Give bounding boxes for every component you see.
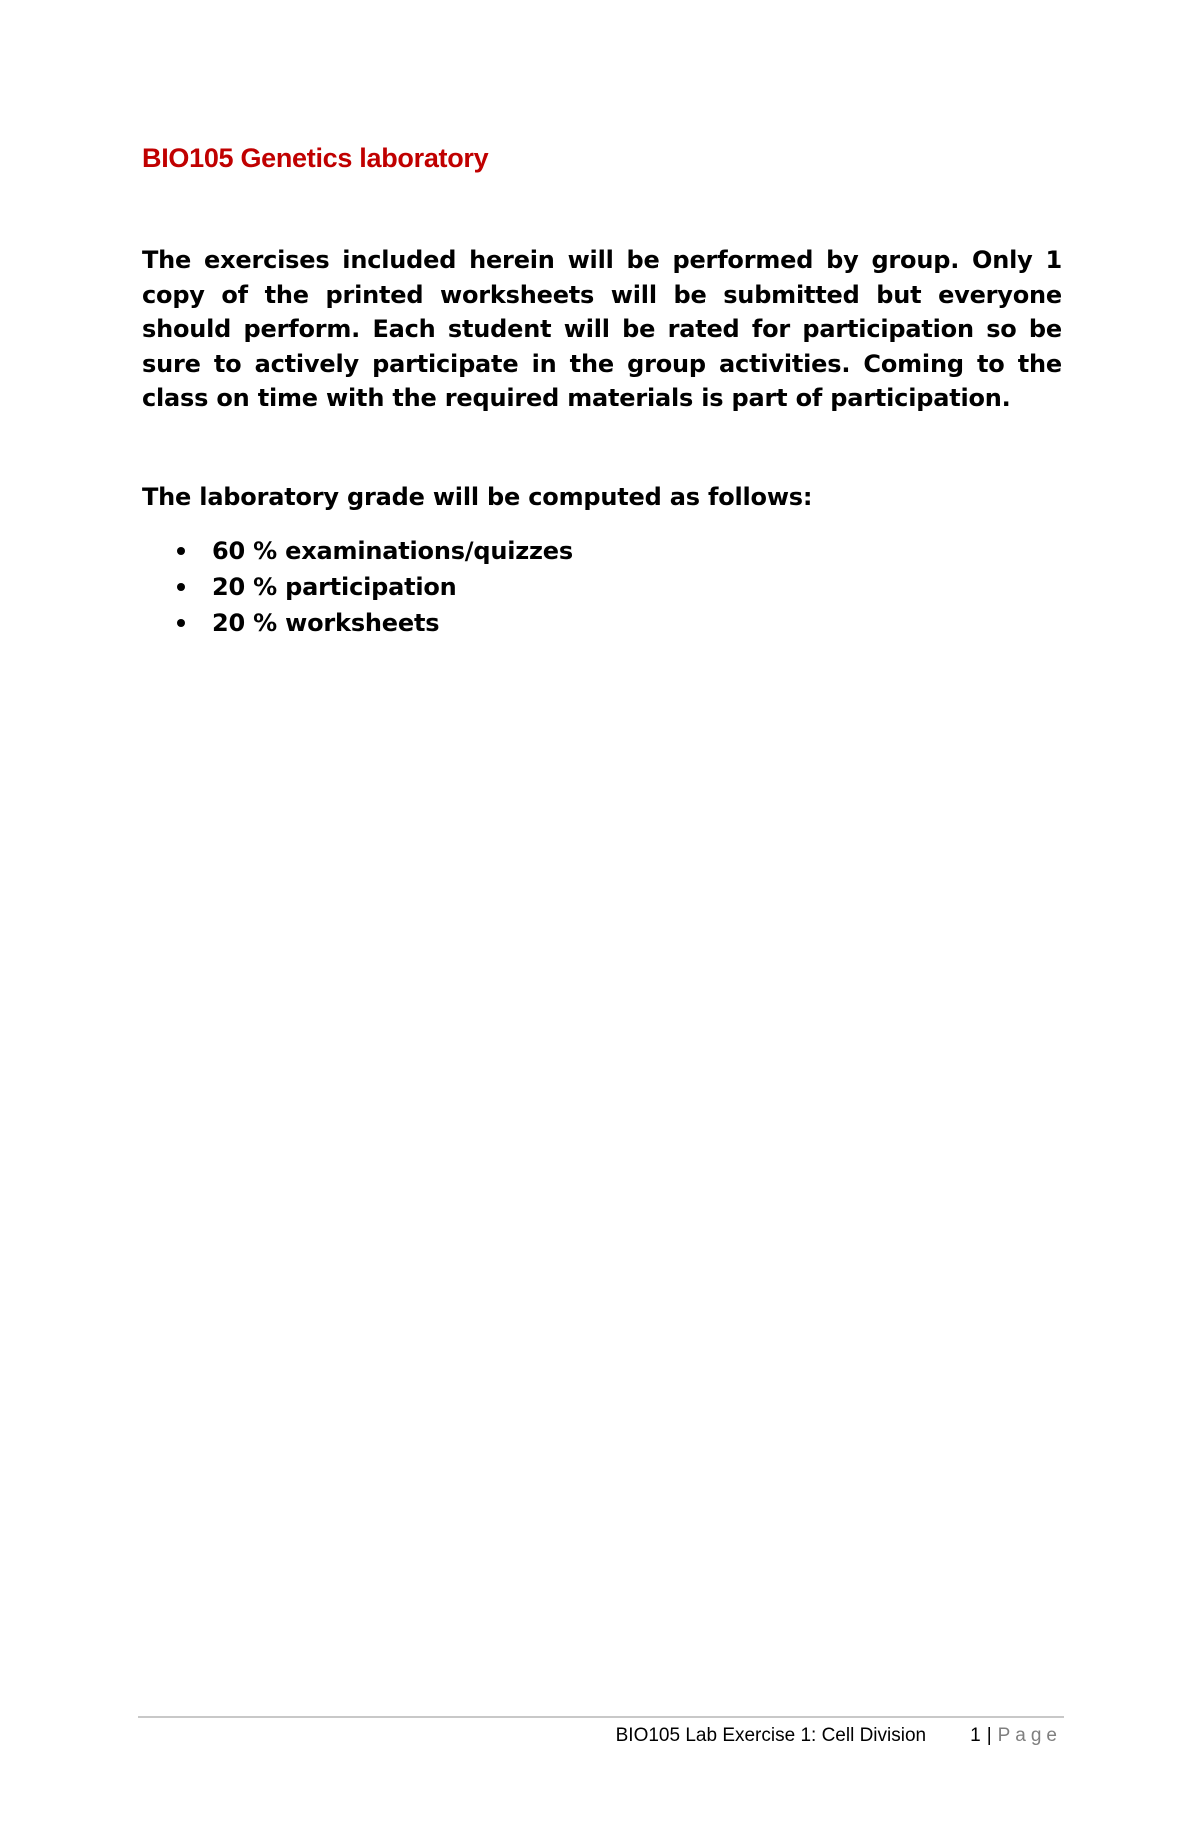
grading-list bbox=[142, 533, 573, 641]
grading-item-examinations bbox=[142, 533, 573, 569]
intro-paragraph: The exercises included herein will be performed by group. Only 1 copy of the printed worksheets will be submitted but everyone should perform. Each student will be rated for participation so be sure to actively participate in the group activities. Coming to the class on time with the required materials is part of participation. bbox=[142, 246, 1062, 412]
bullet-icon bbox=[177, 583, 185, 591]
footer-page-label: Page bbox=[997, 1725, 1062, 1746]
grading-item-participation bbox=[142, 569, 573, 605]
footer-page-number: 1 bbox=[970, 1725, 981, 1746]
grading-item-label: 60 % examinations/quizzes bbox=[212, 537, 573, 565]
footer-document-name: BIO105 Lab Exercise 1: Cell Division bbox=[615, 1725, 927, 1746]
grading-item-label: 20 % participation bbox=[212, 573, 457, 601]
footer-separator: | bbox=[986, 1725, 992, 1746]
grading-intro: The laboratory grade will be computed as follows: bbox=[142, 483, 813, 511]
grading-item-label: 20 % worksheets bbox=[212, 609, 440, 637]
document-title: BIO105 Genetics laboratory bbox=[142, 143, 489, 173]
page-footer bbox=[616, 1721, 1062, 1751]
bullet-icon bbox=[177, 547, 185, 555]
grading-item-worksheets bbox=[142, 605, 573, 641]
bullet-icon bbox=[177, 619, 185, 627]
footer-divider bbox=[138, 1716, 1064, 1718]
